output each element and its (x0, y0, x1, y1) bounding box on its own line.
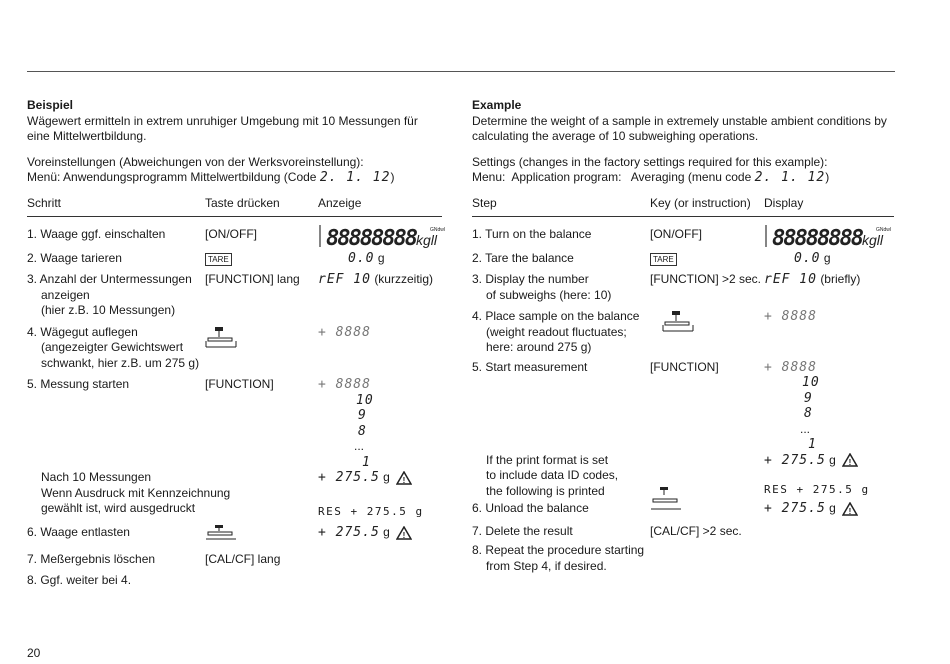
tare-key-icon: TARE (650, 253, 677, 266)
svg-text:!: ! (402, 475, 406, 485)
balance-unload-icon (205, 525, 318, 546)
intro-text: Wägewert ermitteln in extrem unruhiger Umgebung mit 10 Messungen für eine Mittelwertbildung. (27, 113, 418, 143)
warning-icon (396, 526, 412, 540)
table-rule (27, 216, 442, 217)
table-row: 6. Waage entlasten + 275.5 g ! (27, 525, 442, 546)
menu-code: 2. 1. 12 (754, 170, 826, 185)
table-row: 1. Waage ggf. einschalten [ON/OFF] 88888888 kgll GNdwl (27, 223, 442, 245)
section-heading: Example (472, 98, 522, 112)
table-row: 1. Turn on the balance [ON/OFF] 88888888 kgll GNdwl (472, 223, 902, 245)
col-header-step: Step (472, 195, 497, 210)
table-row: 3. Display the number of subweighs (here: 10) [FUNCTION] >2 sec. rEF 10 (briefly) (472, 272, 861, 302)
menu-code: 2. 1. 12 (319, 170, 391, 185)
svg-text:88888888: 88888888 (772, 225, 862, 249)
svg-text:kgll: kgll (416, 231, 438, 248)
col-header-display: Display (764, 195, 804, 210)
menu-text: Menü: Anwendungsprogramm Mittelwertbildung (Code 2. 1. 12) (27, 170, 395, 185)
warning-icon (842, 453, 858, 467)
warning-icon (396, 471, 412, 485)
menu-text: Menu: Application program: Averaging (menu code 2. 1. 12) (472, 170, 830, 185)
svg-text:88888888: 88888888 (326, 225, 416, 249)
table-rule (472, 216, 894, 217)
table-row: 8. Ggf. weiter bei 4. (27, 573, 132, 587)
table-row: 5. Start measurement [FUNCTION] + 8888 10 9 8 ... 1 (472, 359, 820, 452)
table-header (27, 196, 442, 212)
warning-icon (842, 502, 858, 516)
table-row: 7. Delete the result [CAL/CF] >2 sec. (472, 523, 742, 538)
full-display-icon (318, 223, 446, 249)
top-rule (27, 71, 895, 72)
table-row: 6. Unload the balance + 275.5 g ! (472, 501, 902, 520)
table-row: 7. Meßergebnis löschen [CAL/CF] lang (27, 551, 281, 566)
col-header-display: Anzeige (318, 195, 362, 210)
svg-text:GNdwl: GNdwl (430, 226, 446, 233)
page-number: 20 (27, 646, 41, 660)
settings-text: Voreinstellungen (Abweichungen von der Werksvoreinstellung): (27, 154, 364, 169)
table-row: 2. Waage tarieren TARE 0.0 g (27, 250, 385, 266)
col-header-step: Schritt (27, 195, 62, 210)
table-header (472, 196, 902, 212)
full-display-icon (764, 223, 892, 249)
table-row: Nach 10 Messungen Wenn Ausdruck mit Kennzeichnung gewählt ist, wird ausgedruckt + 275.5 g ! RES + 275.5 g (41, 470, 424, 518)
table-row: 8. Repeat the procedure starting from Step 4, if desired. (472, 543, 645, 573)
german-column (27, 98, 446, 589)
table-row: 5. Messung starten [FUNCTION] + 8888 10 9 8 ... 1 (27, 377, 374, 470)
intro-text: Determine the weight of a sample in extremely unstable ambient conditions by calculating the average of 10 subweighing operations. (472, 113, 887, 143)
svg-text:!: ! (402, 530, 406, 540)
svg-text:!: ! (848, 506, 852, 516)
col-header-key: Key (or instruction) (650, 195, 751, 210)
balance-load-icon (650, 309, 764, 356)
svg-text:kgll: kgll (862, 231, 884, 248)
table-row: 4. Place sample on the balance (weight readout fluctuates; here: around 275 g) + 8888 (472, 309, 817, 354)
balance-unload-icon (650, 487, 764, 520)
table-row: 2. Tare the balance TARE 0.0 g (472, 250, 831, 266)
col-header-key: Taste drücken (205, 195, 280, 210)
english-column (472, 98, 902, 574)
svg-text:GNdwl: GNdwl (876, 226, 892, 233)
section-heading: Beispiel (27, 98, 74, 112)
table-row: If the print format is set to include data ID codes, the following is printed + 275.5 g ! RES + 275.5 g (486, 452, 870, 498)
tare-key-icon: TARE (205, 253, 232, 266)
svg-text:!: ! (848, 458, 852, 468)
table-row: 4. Wägegut auflegen (angezeigter Gewichtswert schwankt, hier z.B. um 275 g) + 8888 (27, 324, 371, 370)
table-row: 3. Anzahl der Untermessungen anzeigen (hier z.B. 10 Messungen) [FUNCTION] lang rEF 10 (kurzzeitig) (27, 272, 433, 317)
settings-text: Settings (changes in the factory settings required for this example): (472, 154, 828, 169)
balance-load-icon (205, 325, 318, 372)
